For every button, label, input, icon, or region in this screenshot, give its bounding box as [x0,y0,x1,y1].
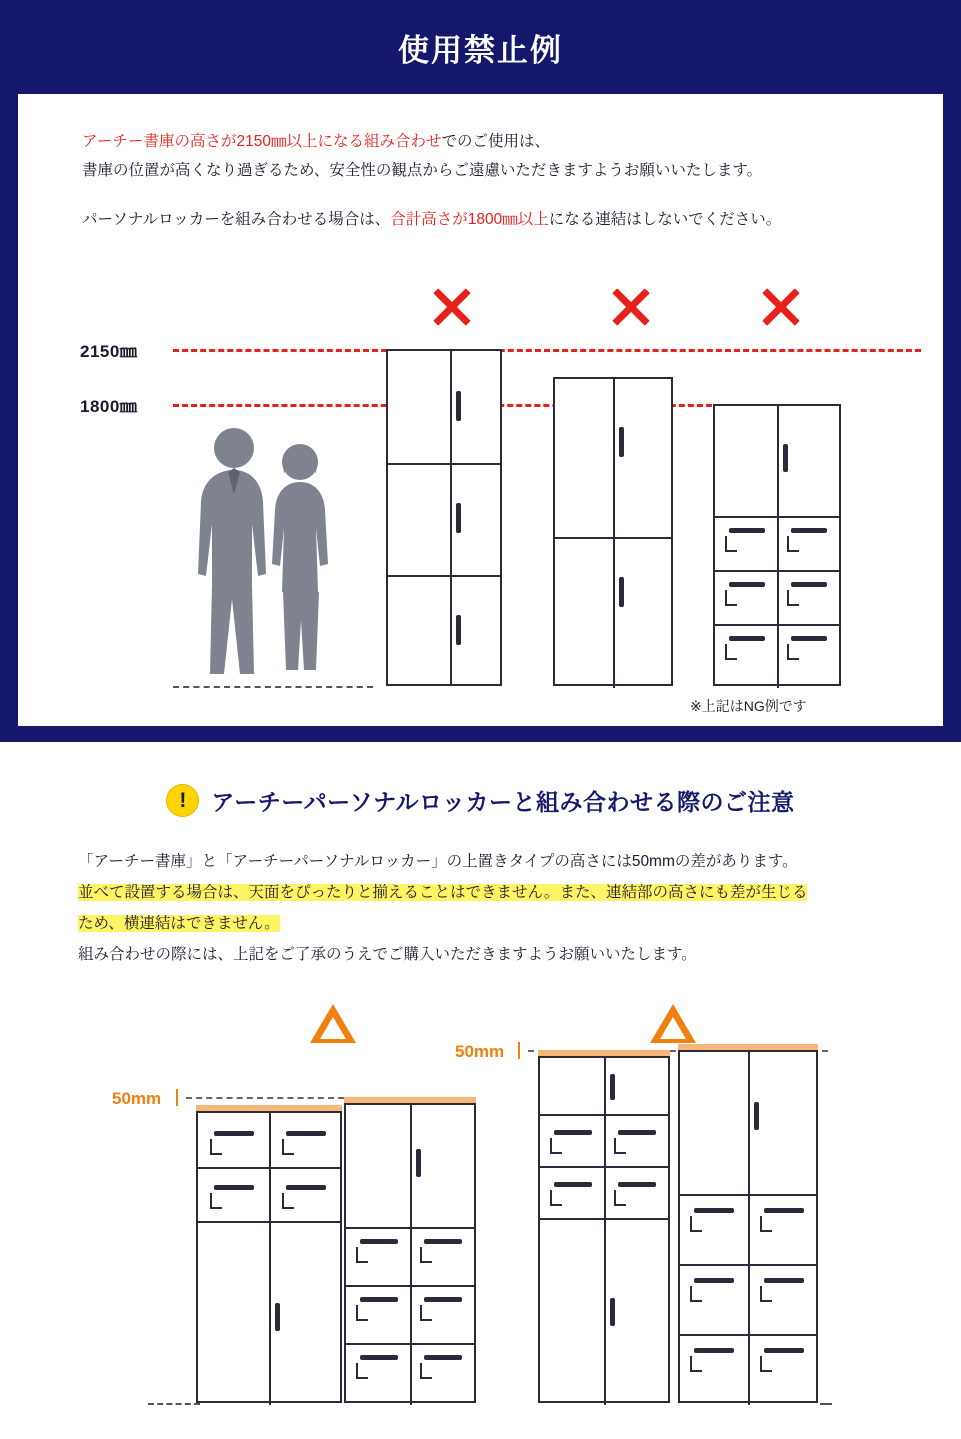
guide-label-1800-text: 1800㎜ [80,397,138,416]
cabinet-ng-1-handle-1 [456,391,461,421]
x-mark-icon-1 [429,284,475,330]
pair2-right-corner-4 [760,1286,772,1302]
pair1-right-corner-3 [356,1305,368,1321]
pair2-left-post-lower [604,1218,606,1405]
pair2-left-handle-r1a [554,1130,592,1135]
pair1-left-handle-2b [286,1185,326,1190]
cabinet-ng-3-post-top [777,406,779,516]
pair2-right-corner-1 [690,1216,702,1232]
pair1-right-corner-6 [420,1363,432,1379]
pair1-left-handle-1a [214,1131,254,1136]
warning-1-emphasis: アーチー書庫の高さが2150㎜以上になる組み合わせ [82,133,442,150]
cabinet-pair1-right [344,1103,476,1403]
pair1-left-corner-1 [210,1139,222,1155]
cabinet-ng-2 [553,377,673,686]
section1-white-panel [18,94,943,726]
pair1-right-handle-r1a [360,1239,398,1244]
pair2-right-corner-5 [690,1356,702,1372]
cabinet-pair2-left [538,1056,670,1403]
floor-line-left [148,1403,200,1405]
cabinet-ng-2-handle-1 [619,427,624,457]
guide-line-2150 [173,349,921,352]
guide-label-2150 [80,337,137,362]
guide-label-1800 [80,392,137,417]
pair1-right-handle-top [416,1149,421,1177]
pair2-right-handle-r1a [694,1208,734,1213]
pair1-left-corner-3 [210,1193,222,1209]
people-silhouette [188,424,348,689]
caution-line-4: 組み合わせの際には、上記をご了承のうえでご購入いただきますようお願いいたします。 [78,946,697,963]
cabinet-ng-3-corner-3 [725,590,737,606]
pair1-right-handle-r3a [360,1355,398,1360]
warning-2-emphasis: 合計高さが1800㎜以上 [390,211,549,228]
cabinet-ng-1-divider-1 [388,463,500,465]
caution-line-3: ため、横連結はできません。 [78,915,280,932]
section1-title: 使用禁止例 [398,32,563,68]
pair2-left-handle-top [610,1074,615,1100]
cabinet-ng-3-corner-5 [725,644,737,660]
x-mark-icon-3 [758,284,804,330]
pair2-left-corner-2 [614,1138,626,1154]
pair2-right-handle-top [754,1102,759,1130]
pair1-left-corner-4 [282,1193,294,1209]
gap-arrow-right [514,1042,523,1059]
pair2-left-corner-4 [614,1190,626,1206]
cabinet-ng-3-post-lower [777,516,779,688]
cabinet-ng-3-handle-top [783,444,788,472]
pair1-left-handle-2a [214,1185,254,1190]
pair2-right-post-top [748,1052,750,1194]
pair2-right-corner-2 [760,1216,772,1232]
gap-arrow-left [172,1089,181,1106]
cabinet-ng-3 [713,404,841,686]
floor-line-right [820,1403,832,1405]
pair1-right-corner-4 [420,1305,432,1321]
pair2-left-corner-1 [550,1138,562,1154]
pair2-left-handle-r2a [554,1182,592,1187]
cabinet-ng-3-handle-r2b [791,582,827,587]
pair2-left-handle-r1b [618,1130,656,1135]
pair2-left-post-top [604,1058,606,1218]
pair1-right-corner-1 [356,1247,368,1263]
x-mark-icon-2 [608,284,654,330]
cabinet-ng-1-center-post [450,351,452,684]
pair2-left-handle-lower [610,1298,615,1326]
pair2-right-handle-r2b [764,1278,804,1283]
pair2-right-handle-r1b [764,1208,804,1213]
caution-line-2b: また、連結部の高さにも差が生じる [559,884,808,901]
caution-paragraph [78,846,908,970]
gap-label-right-text: 50mm [455,1042,505,1061]
pair2-right-handle-r2a [694,1278,734,1283]
caution-line-2a: 並べて設置する場合は、天面をぴったりと揃えることはできません。 [78,884,560,901]
pair1-right-corner-5 [356,1363,368,1379]
gap-label-right [455,1042,504,1062]
cabinet-ng-3-corner-2 [787,536,799,552]
pair1-left-handle-lower [275,1303,280,1331]
cabinet-ng-1 [386,349,502,686]
cabinet-ng-3-corner-4 [787,590,799,606]
pair1-left-corner-2 [282,1139,294,1155]
combination-caution-section [0,742,961,1439]
section2-heading-row [0,784,961,817]
pair2-left-corner-3 [550,1190,562,1206]
cabinet-pair2-right [678,1050,818,1403]
guide-label-2150-text: 2150㎜ [80,342,138,361]
pair1-right-handle-r2a [360,1297,398,1302]
cabinet-ng-2-post-top [613,379,615,537]
cabinet-ng-3-handle-r2a [729,582,765,587]
warning-1-line2: 書庫の位置が高くなり過ぎるため、安全性の観点からご遠慮いただきますようお願いいたします。 [82,161,763,179]
caution-line-1: 「アーチー書庫」と「アーチーパーソナルロッカー」の上置きタイプの高さには50mmの差があります。 [78,853,798,870]
gap-label-left [112,1089,161,1109]
cabinet-ng-1-handle-3 [456,615,461,645]
cabinet-pair1-left [196,1111,342,1403]
cabinet-ng-2-handle-2 [619,577,624,607]
pair1-left-post-top [269,1113,271,1221]
cabinet-ng-3-handle-r1a [729,528,765,533]
pair1-right-post-top [410,1105,412,1227]
cabinet-ng-3-corner-6 [787,644,799,660]
warning-paragraph-1 [82,128,912,185]
pair1-right-handle-r1b [424,1239,462,1244]
exclamation-icon-glyph: ! [179,789,187,812]
pair2-right-corner-6 [760,1356,772,1372]
pair2-right-corner-3 [690,1286,702,1302]
warning-paragraph-2 [82,206,912,235]
pair1-right-post-lower [410,1227,412,1405]
pair2-right-handle-r3a [694,1348,734,1353]
pair1-left-post-bottom [269,1221,271,1405]
section2-title: アーチーパーソナルロッカーと組み合わせる際のご注意 [211,789,795,815]
warning-1-rest: でのご使用は、 [441,133,551,150]
pair1-right-handle-r3b [424,1355,462,1360]
exclamation-icon [166,784,199,817]
cabinet-ng-1-divider-2 [388,575,500,577]
gap-label-left-text: 50mm [112,1089,162,1108]
cabinet-ng-3-handle-r3a [729,636,765,641]
pair2-right-handle-r3b [764,1348,804,1353]
pair1-right-handle-r2b [424,1297,462,1302]
warning-2-lead: パーソナルロッカーを組み合わせる場合は、 [82,211,391,228]
pair2-right-post-lower [748,1194,750,1405]
warning-2-tail: になる連結はしないでください。 [548,211,782,228]
pair1-right-corner-2 [420,1247,432,1263]
ng-note: ※上記はNG例です [690,698,807,714]
cabinet-ng-3-handle-r1b [791,528,827,533]
pair1-left-handle-1b [286,1131,326,1136]
cabinet-ng-3-handle-r3b [791,636,827,641]
cabinet-ng-3-corner-1 [725,536,737,552]
cabinet-ng-2-post-bottom [613,537,615,688]
pair2-left-handle-r2b [618,1182,656,1187]
cabinet-ng-1-handle-2 [456,503,461,533]
